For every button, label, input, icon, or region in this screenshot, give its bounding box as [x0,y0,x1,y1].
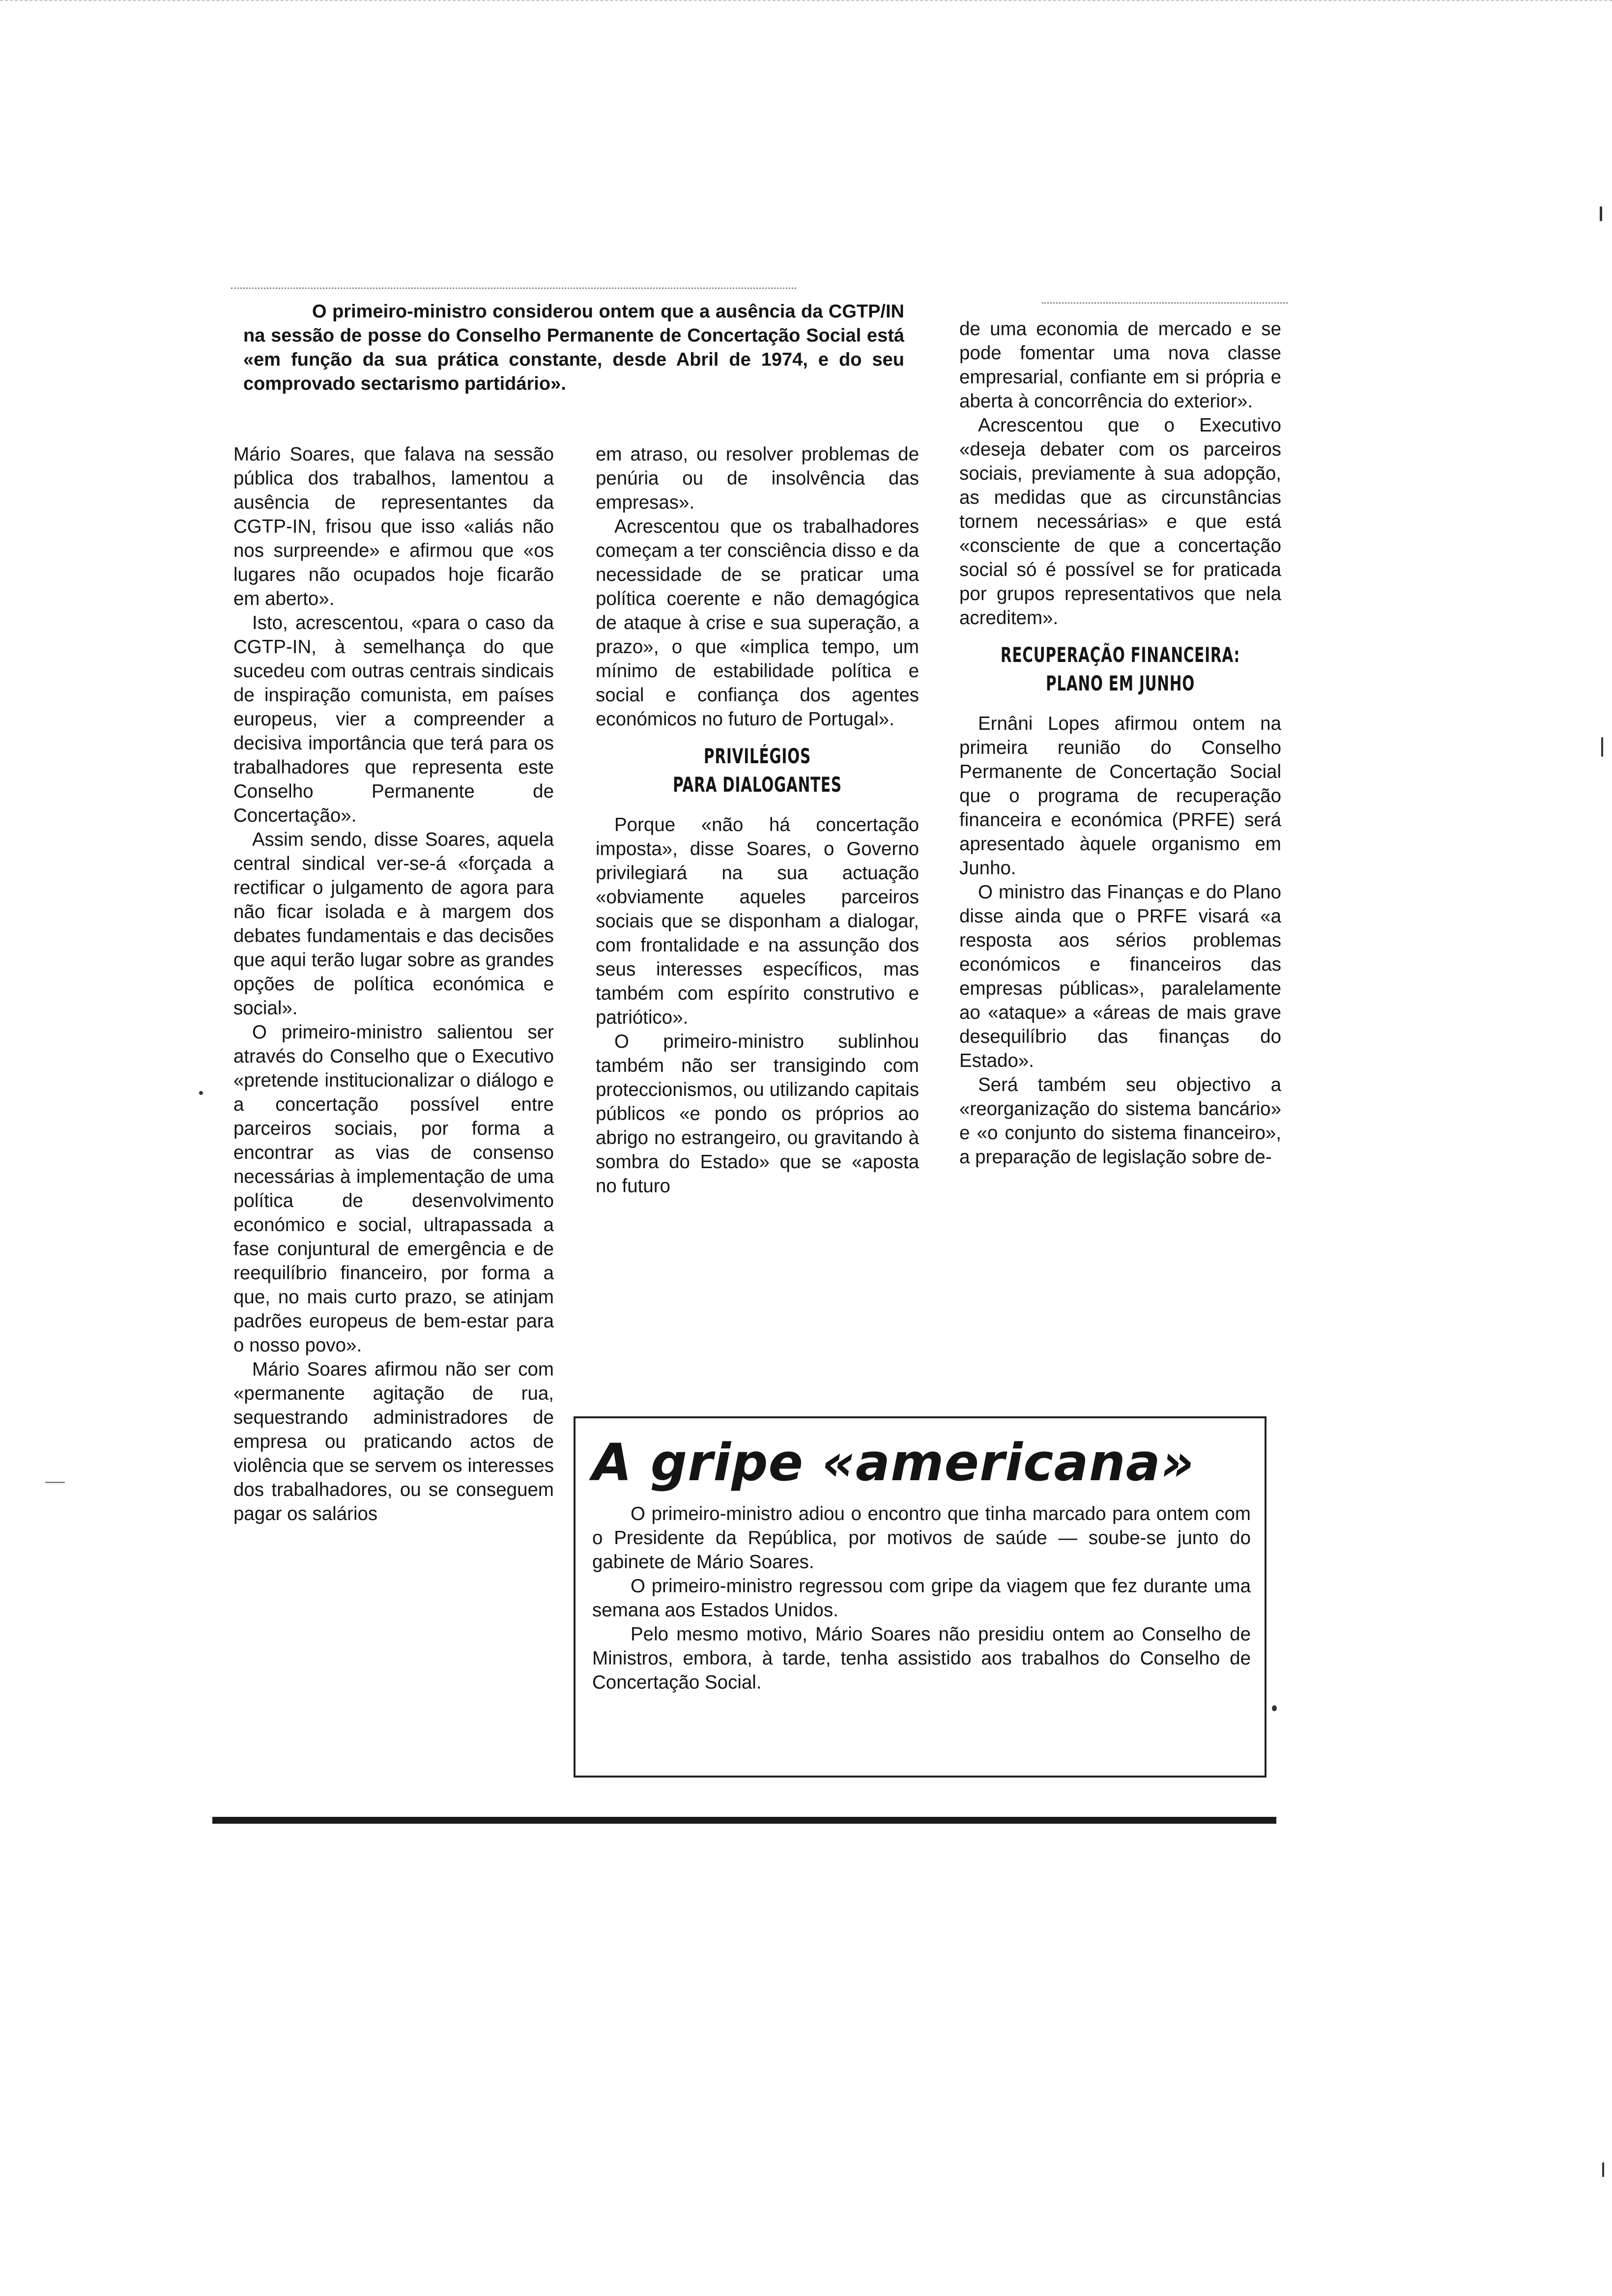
paragraph: Será também seu objectivo a «reorganização do sistema bancário» e «o conjunto do sistema financeiro», a preparação de legislação sobre de- [959,1074,1281,1168]
paragraph: em atraso, ou resolver problemas de penúria ou de insolvência das empresas». [596,444,919,513]
paragraph: de uma economia de mercado e se pode fomentar uma nova classe empresarial, confiante em si própria e aberta à concorrência do exterior». [959,318,1281,412]
sidebar-box-gripe [574,1416,1267,1778]
scan-speck [199,1091,203,1095]
scan-noise [1042,302,1288,304]
box-title: A gripe «americana» [592,1433,1195,1492]
paragraph: Mário Soares, que falava na sessão pública dos trabalhos, lamentou a ausência de representantes da CGTP-IN, frisou que isso «aliás não nos surpreende» e afirmou que «os lugares não ocupados hoje ficarão em aberto». [233,444,554,609]
article-column-2 [596,442,919,1198]
paragraph: Ernâni Lopes afirmou ontem na primeira reunião do Conselho Permanente de Concertação Social que o programa de recuperação financeira e económica (PRFE) será apresentado àquele organismo em Junho. [959,713,1281,879]
paragraph: O primeiro-ministro adiou o encontro que tinha marcado para ontem com o Presidente da República, por motivos de saúde — soube-se junto do gabinete de Mário Soares. [592,1503,1251,1573]
scan-noise [45,1482,65,1483]
paragraph: Mário Soares afirmou não ser com «permanente agitação de rua, sequestrando administradores de empresa ou praticando actos de violência que se servem os interesses dos trabalhadores, ou se conseguem pagar os salários [233,1359,554,1524]
paragraph: Pelo mesmo motivo, Mário Soares não presidiu ontem ao Conselho de Ministros, embora, à tarde, tenha assistido aos trabalhos do Conselho de Concertação Social. [592,1624,1251,1693]
paragraph: O primeiro-ministro regressou com gripe da viagem que fez durante uma semana aos Estados Unidos. [592,1576,1251,1621]
paragraph: Porque «não há concertação imposta», disse Soares, o Governo privilegiará na sua actuação «obviamente aqueles parceiros sociais que se disponham a dialogar, com frontalidade e na assunção dos seus interesses específicos, mas também com espírito construtivo e patriótico». [596,814,919,1028]
paragraph: O ministro das Finanças e do Plano disse ainda que o PRFE visará «a resposta aos sérios problemas económicos e financeiros das empresas públicas», paralelamente ao «ataque» a «áreas de mais grave desequilíbrio das finanças do Estado». [959,882,1281,1071]
scan-noise [231,287,796,289]
paragraph: Assim sendo, disse Soares, aquela central sindical ver-se-á «forçada a rectificar o julgamento de agora para não ficar isolada e à margem dos debates fundamentais e das decisões que aqui terão lugar sobre as grandes opções de política económica e social». [233,829,554,1019]
paragraph: Isto, acrescentou, «para o caso da CGTP-IN, à semelhança do que sucedeu com outras centrais sindicais de inspiração comunista, em países europeus, vier a compreender a decisiva importância que terá para os trabalhadores que representa este Conselho Permanente de Concertação». [233,612,554,826]
scan-speck [1602,2162,1604,2177]
scan-speck [1272,1705,1277,1711]
scan-speck [1601,737,1603,757]
article-lead: O primeiro-ministro considerou ontem que a ausência da CGTP/IN na sessão de posse do Conselho Permanente de Concertação Social está «em função da sua prática constante, desde Abril de 1974, e do seu comprovado sectarismo partidário». [243,301,904,394]
paragraph: Acrescentou que os trabalhadores começam a ter consciência disso e da necessidade de se praticar uma política coerente e não demagógica de ataque à crise e sua superação, a prazo», o que «implica tempo, um mínimo de estabilidade política e social e confiança dos agentes económicos no futuro de Portugal». [596,516,919,730]
subheading-privilegios: PRIVILÉGIOS PARA DIALOGANTES [673,744,842,797]
article-column-3 [959,317,1281,1169]
paragraph: O primeiro-ministro salientou ser através do Conselho que o Executivo «pretende institucionalizar o diálogo e a concertação possível entre parceiros sociais, por forma a encontrar as vias de consenso necessárias à implementação de uma política de desenvolvimento económico e social, ultrapassada a fase conjuntural de emergência e de reequilíbrio financeiro, por forma a que, no mais curto prazo, se atinjam padrões europeus de bem-estar para o nosso povo». [233,1022,554,1356]
bottom-rule [212,1817,1276,1824]
paragraph: Acrescentou que o Executivo «deseja debater com os parceiros sociais, previamente à sua adopção, as medidas que as circunstâncias tornem necessárias» e que está «consciente de que a concertação social só é possível se for praticada por grupos representativos que nela acreditem». [959,415,1281,629]
scan-edge-top [0,0,1612,2]
paragraph: O primeiro-ministro sublinhou também não ser transigindo com proteccionismos, ou utilizando capitais públicos «e pondo os próprios ao abrigo no estrangeiro, ou gravitando à sombra do Estado» que se «aposta no futuro [596,1031,919,1197]
subheading-recuperacao: RECUPERAÇÃO FINANCEIRA: PLANO EM JUNHO [1000,643,1240,695]
scan-speck [1600,206,1602,221]
article-column-1 [233,442,554,1526]
